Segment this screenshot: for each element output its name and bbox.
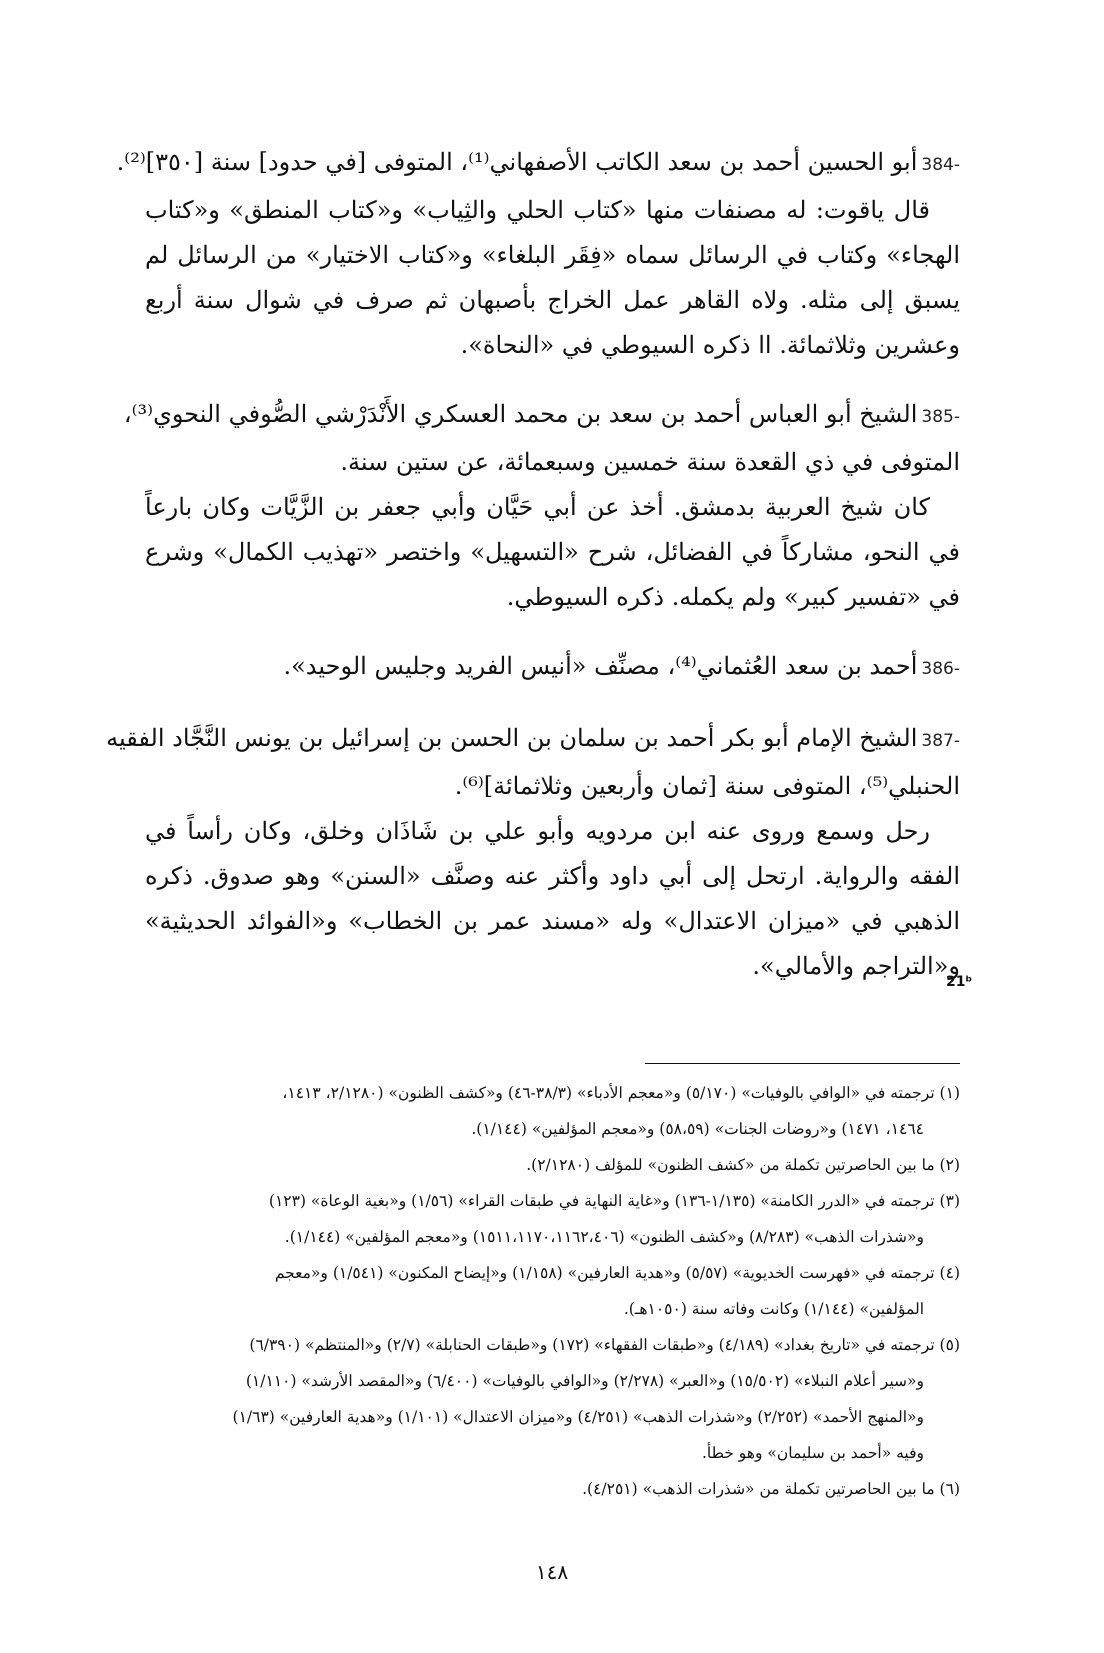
main-text [106, 140, 960, 1013]
footnote-line: و«سير أعلام النبلاء» (١٥/٥٠٢) و«العبر» (٢/٢٧٨) و«الوافي بالوفيات» (٦/٤٠٠) و«المقصد الأرشد» (١/١١٠) [245, 1372, 924, 1390]
footnote-line: و«المنهج الأحمد» (٢/٢٥٢) و«شذرات الذهب» (٤/٢٥١) و«ميزان الاعتدال» (١/١٠١) و«هدية العارفين» (١/٦٣) [232, 1408, 924, 1426]
footnote-line: (١) ترجمته في «الوافي بالوفيات» (٥/١٧٠) و«معجم الأدباء» (٣٨/٣-٤٦) و«كشف الظنون» (٢/١٢٨٠، ١٤١٣، [282, 1084, 960, 1102]
footnote-line: و«شذرات الذهب» (٨/٢٨٣) و«كشف الظنون» (١٥١١،١١٧٠،١١٦٢،٤٠٦) و«معجم المؤلفين» (١/١٤٤). [284, 1228, 924, 1246]
entry-387 [106, 716, 960, 989]
footnote-line: (٥) ترجمته في «تاريخ بغداد» (٤/١٨٩) و«طبقات الفقهاء» (١٧٢) و«طبقات الحنابلة» (٢/٧) و«المنتظم» (٦/٣٩٠) [249, 1336, 960, 1354]
entry-body: رحل وسمع وروى عنه ابن مردويه وأبو علي بن شَاذَان وخلق، وكان رأساً في الفقه والرواية. ارتحل إلى أبي داود وأكثر عنه وصنَّف «السنن» وهو صدوق. ذكره الذهبي في «ميزان الاعتدال» وله «مسند عمر بن الخطاب» و«الفوائد الحديثية» و«التراجم والأمالي». [145, 817, 960, 980]
footnotes [110, 1075, 960, 1507]
footnote-divider [645, 1063, 960, 1064]
entry-number: 384- [921, 155, 960, 175]
manuscript-folio-marker: 21ᵇ [946, 974, 973, 990]
footnote-line: ١٤٦٤، ١٤٧١) و«روضات الجنات» (٥٨،٥٩) و«معجم المؤلفين» (١/١٤٤). [471, 1120, 924, 1138]
footnote-line: (٤) ترجمته في «فهرست الخديوية» (٥/٥٧) و«هدية العارفين» (١/١٥٨) و«إيضاح المكنون» (١/٥٤١) و«معجم [274, 1264, 960, 1282]
entry-body: كان شيخ العربية بدمشق. أخذ عن أبي حَيَّان وأبي جعفر بن الزَّيَّات وكان بارعاً في النحو، مشاركاً في الفضائل، شرح «التسهيل» واختصر «تهذيب الكمال» وشرع في «تفسير كبير» ولم يكمله. ذكره السيوطي. [145, 493, 960, 611]
footnote-line: (٣) ترجمته في «الدرر الكامنة» (١/١٣٥-١٣٦) و«غاية النهاية في طبقات القراء» (١/٥٦) و«بغية الوعاة» (١٢٣) [268, 1192, 960, 1210]
footnote-line: (٢) ما بين الحاصرتين تكملة من «كشف الظنون» للمؤلف (٢/١٢٨٠). [526, 1156, 960, 1174]
entry-heading-line: المتوفى في ذي القعدة سنة خمسين وسبعمائة، عن ستين سنة. [340, 448, 960, 476]
entry-body: قال ياقوت: له مصنفات منها «كتاب الحلي والثِياب» و«كتاب المنطق» و«كتاب الهجاء» وكتاب في الرسائل سماه «فِقَر البلغاء» و«كتاب الاختيار» من الرسائل لم يسبق إلى مثله. ولاه القاهر عمل الخراج بأصبهان ثم صرف في شوال سنة أربع وعشرين وثلاثمائة. اا ذكره السيوطي في «النحاة». [145, 196, 960, 359]
entry-number: 387- [921, 731, 960, 751]
entry-heading-line: الحنبلي⁽⁵⁾، المتوفى سنة [ثمان وأربعين وثلاثمائة]⁽⁶⁾. [454, 772, 960, 800]
entry-number: 386- [921, 659, 960, 679]
entry-heading-line: 385-الشيخ أبو العباس أحمد بن سعد بن محمد العسكري الأَنْدَرْشي الصُّوفي النحوي⁽³⁾، [145, 392, 960, 440]
entry-385 [123, 392, 960, 620]
footnote-line: المؤلفين» (١/١٤٤) وكانت وفاته سنة (١٠٥٠هـ). [623, 1300, 924, 1318]
entry-384 [116, 140, 960, 368]
entry-heading-line: 386-أحمد بن سعد العُثماني⁽⁴⁾، مصنِّف «أنيس الفريد وجليس الوحيد». [145, 644, 960, 692]
entry-heading-line: 387-الشيخ الإمام أبو بكر أحمد بن سلمان بن الحسن بن إسرائيل بن يونس النَّجَّاد الفقيه [145, 716, 960, 764]
page-number: ١٤٨ [535, 1560, 569, 1584]
entry-386 [145, 644, 960, 692]
footnote-line: (٦) ما بين الحاصرتين تكملة من «شذرات الذهب» (٤/٢٥١). [582, 1480, 960, 1498]
entry-number: 385- [921, 407, 960, 427]
entry-heading-line: 384-أبو الحسين أحمد بن سعد الكاتب الأصفهاني⁽¹⁾، المتوفى [في حدود] سنة [٣٥٠]⁽²⁾. [145, 140, 960, 188]
footnote-line: وفيه «أحمد بن سليمان» وهو خطأ. [701, 1444, 924, 1462]
